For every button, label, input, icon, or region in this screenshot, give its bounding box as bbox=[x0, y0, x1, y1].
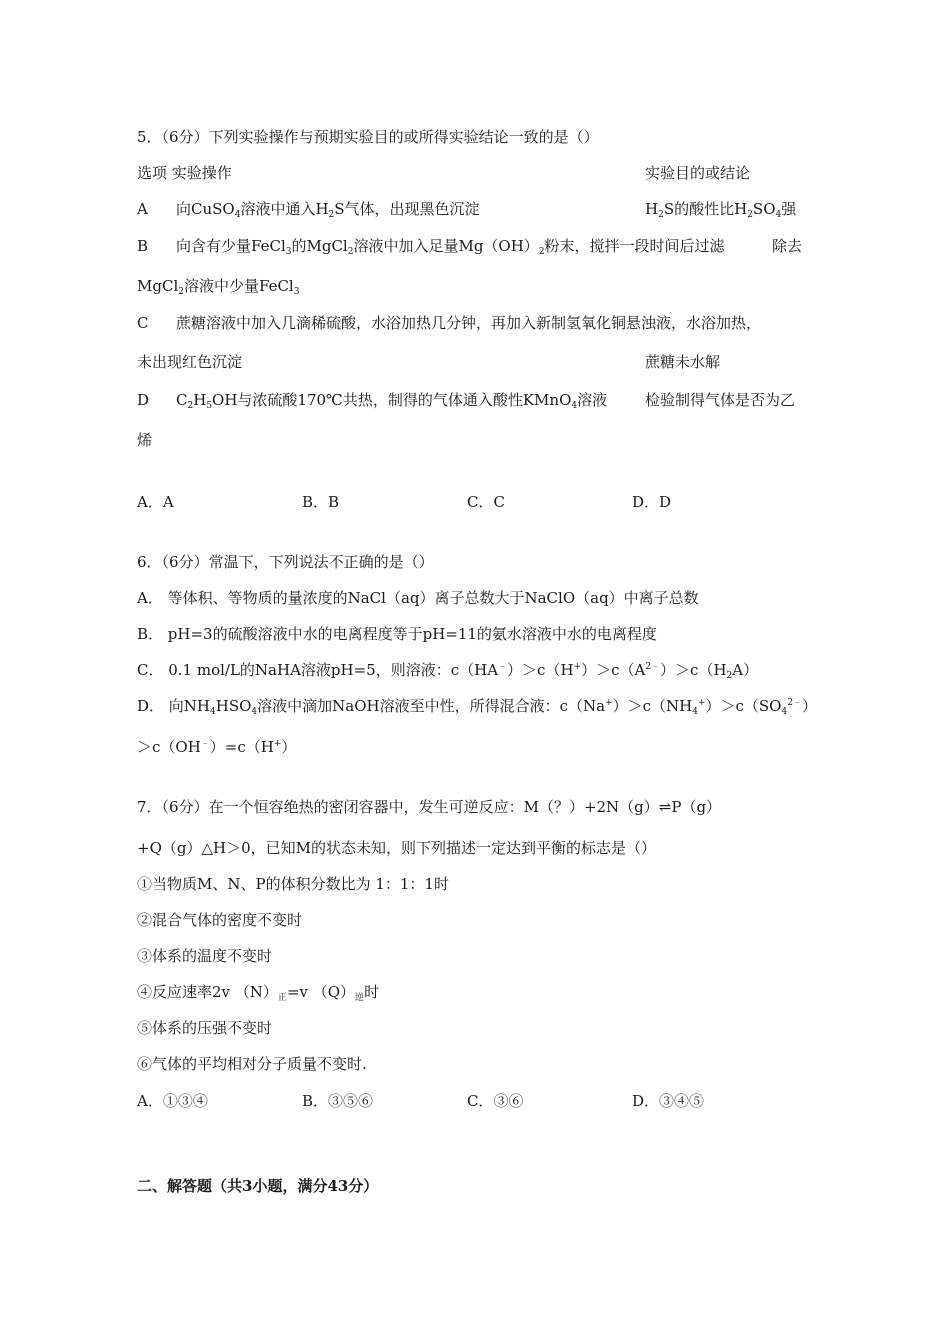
q5-row-d-line2: 烯 bbox=[137, 431, 153, 449]
section-heading: 二、解答题（共3小题，满分43分） bbox=[137, 1177, 379, 1195]
q6-stem: 6．（6分）常温下，下列说法不正确的是（） bbox=[137, 553, 434, 571]
q5-row-b-conclusion: 除去 bbox=[772, 237, 803, 255]
q6-option-a: A． 等体积、等物质的量浓度的NaCl（aq）离子总数大于NaClO（aq）中离子总数 bbox=[137, 589, 699, 607]
q5-header-left: 选项 实验操作 bbox=[137, 164, 232, 182]
q5-option-c: C．C bbox=[467, 493, 505, 511]
q7-stem-line2: +Q（g）△H＞0，已知M的状态未知，则下列描述一定达到平衡的标志是（） bbox=[137, 839, 656, 857]
q5-option-b: B．B bbox=[302, 493, 340, 511]
q7-option-a: A．①③④ bbox=[137, 1092, 208, 1110]
q5-row-b-line2: MgCl$_2$溶液中少量FeCl$_3$ bbox=[137, 277, 300, 297]
q5-row-b-letter: B bbox=[137, 237, 149, 255]
q7-item-5: ⑤体系的压强不变时 bbox=[137, 1019, 273, 1037]
q5-header-right: 实验目的或结论 bbox=[645, 164, 751, 182]
q7-option-d: D．③④⑤ bbox=[632, 1092, 705, 1110]
q7-item-1: ①当物质M、N、P的体积分数比为 1：1：1时 bbox=[137, 875, 449, 893]
q5-row-b-operation: 向含有少量FeCl$_3$的MgCl$_2$溶液中加入足量$Mg(OH)_2$粉末，搅拌一段时间后过滤 bbox=[176, 237, 725, 257]
q5-row-c-letter: C bbox=[137, 314, 149, 332]
q7-option-c: C．③⑥ bbox=[467, 1092, 524, 1110]
q5-stem: 5．（6分）下列实验操作与预期实验目的或所得实验结论一致的是（） bbox=[137, 128, 599, 146]
q7-item-4: ④反应速率2v $(N)_正=v$ $(Q)_逆$时 bbox=[137, 983, 380, 1003]
q5-row-a-conclusion: $H_2S$的酸性比$H_2SO_4$强 bbox=[645, 200, 797, 220]
q7-stem: 7．（6分）在一个恒容绝热的密闭容器中，发生可逆反应：M（？）+2N（g）⇌P（g） bbox=[137, 798, 722, 816]
q5-row-c-line2: 未出现红色沉淀 bbox=[137, 353, 243, 371]
q5-row-d-letter: D bbox=[137, 391, 150, 409]
q6-option-d-line2: ＞c（OH﹣）=c（H+） bbox=[137, 738, 297, 756]
q7-item-2: ②混合气体的密度不变时 bbox=[137, 911, 303, 929]
q5-row-a-operation: 向CuSO$_4$溶液中通入$H_2S$气体，出现黑色沉淀 bbox=[176, 200, 480, 220]
q5-row-d-conclusion: 检验制得气体是否为乙 bbox=[645, 391, 796, 409]
q5-row-d-operation: $C_2H_5OH$与浓硫酸170℃共热，制得的气体通入酸性KMnO$_4$溶液 bbox=[176, 391, 608, 411]
q7-item-6: ⑥气体的平均相对分子质量不变时. bbox=[137, 1055, 367, 1073]
q5-row-c-conclusion: 蔗糖未水解 bbox=[645, 353, 721, 371]
q7-item-3: ③体系的温度不变时 bbox=[137, 947, 273, 965]
q5-option-d: D．D bbox=[632, 493, 672, 511]
q5-option-a: A．A bbox=[137, 493, 174, 511]
q5-row-a-letter: A bbox=[137, 200, 148, 218]
q6-option-c: C． 0.1 mol/L的NaHA溶液pH=5，则溶液：$c(HA^﹣)>c(H^+)>c(A^{2﹣})>c(H_2A)$ bbox=[137, 661, 759, 681]
q6-option-d: D． 向$NH_4HSO_4$溶液中滴加NaOH溶液至中性，所得混合液：$c(Na^+)>c(NH_4^+)>c(SO_4^{2﹣})$ bbox=[137, 697, 817, 717]
q7-option-b: B．③⑤⑥ bbox=[302, 1092, 374, 1110]
q5-row-c-operation: 蔗糖溶液中加入几滴稀硫酸，水浴加热几分钟，再加入新制氢氧化铜悬浊液，水浴加热， bbox=[176, 314, 762, 332]
q6-option-b: B． pH=3的硫酸溶液中水的电离程度等于pH=11的氨水溶液中水的电离程度 bbox=[137, 625, 657, 643]
